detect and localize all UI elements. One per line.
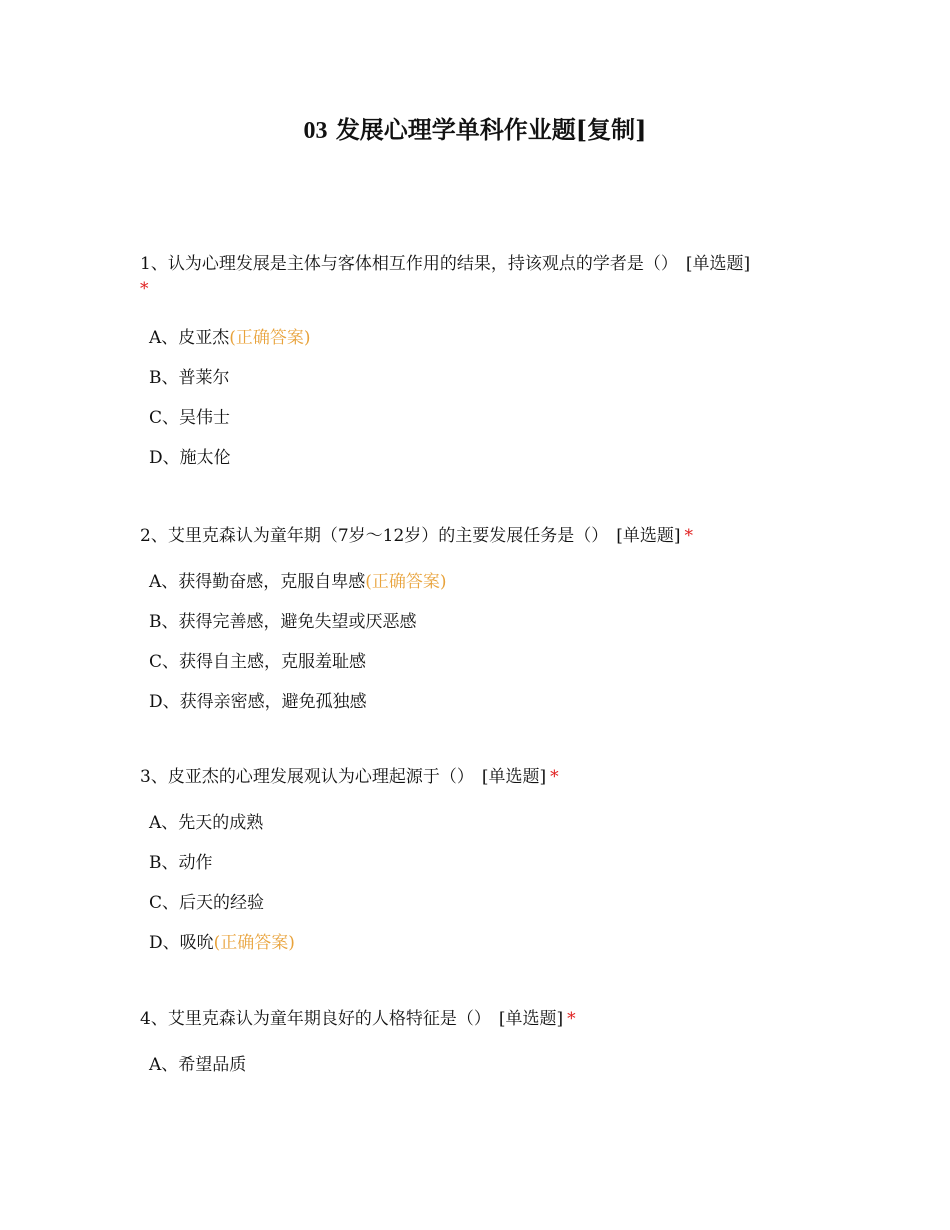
- option-text: A、希望品质: [149, 1055, 247, 1075]
- option-text: D、获得亲密感，避免孤独感: [149, 692, 367, 712]
- correct-answer-label: (正确答案): [365, 572, 447, 592]
- question-stem: [140, 250, 820, 300]
- option-list: [149, 803, 820, 963]
- question-stem: [140, 763, 820, 791]
- option-d[interactable]: [149, 682, 820, 722]
- required-mark: *: [140, 279, 149, 299]
- option-list: [149, 318, 820, 478]
- option-a[interactable]: [149, 318, 820, 358]
- title-text: 发展心理学单科作业题[复制]: [335, 115, 647, 144]
- option-list: [149, 562, 820, 722]
- question-4: [140, 1005, 820, 1085]
- question-text: 3、皮亚杰的心理发展观认为心理起源于（）: [140, 767, 474, 787]
- question-type: [单选题]: [616, 526, 681, 546]
- option-text: D、施太伦: [149, 448, 231, 468]
- question-text: 4、艾里克森认为童年期良好的人格特征是（）: [140, 1009, 491, 1029]
- option-text: A、获得勤奋感，克服自卑感: [149, 572, 366, 592]
- option-a[interactable]: [149, 1045, 820, 1085]
- option-c[interactable]: [149, 398, 820, 438]
- option-c[interactable]: [149, 883, 820, 923]
- option-text: C、后天的经验: [149, 893, 265, 913]
- option-b[interactable]: [149, 358, 820, 398]
- option-d[interactable]: [149, 923, 820, 963]
- required-mark: *: [550, 767, 559, 787]
- title-prefix: 03: [303, 118, 328, 144]
- option-text: B、普莱尔: [149, 368, 230, 388]
- question-3: [140, 763, 820, 963]
- required-mark: *: [567, 1009, 576, 1029]
- page-title: [0, 110, 950, 145]
- option-a[interactable]: [149, 803, 820, 843]
- option-text: B、动作: [149, 853, 213, 873]
- correct-answer-label: (正确答案): [229, 328, 311, 348]
- option-a[interactable]: [149, 562, 820, 602]
- question-stem: [140, 1005, 820, 1033]
- question-text: 2、艾里克森认为童年期（7岁～12岁）的主要发展任务是（）: [140, 526, 609, 546]
- option-text: C、获得自主感，克服羞耻感: [149, 652, 367, 672]
- option-text: B、获得完善感，避免失望或厌恶感: [149, 612, 417, 632]
- question-stem: [140, 522, 820, 550]
- question-2: [140, 522, 820, 722]
- option-b[interactable]: [149, 602, 820, 642]
- option-list: [149, 1045, 820, 1085]
- question-type: [单选题]: [498, 1009, 564, 1029]
- option-text: A、皮亚杰: [149, 328, 230, 348]
- option-c[interactable]: [149, 642, 820, 682]
- option-b[interactable]: [149, 843, 820, 883]
- option-text: D、吸吮: [149, 933, 214, 953]
- required-mark: *: [684, 526, 694, 546]
- option-text: A、先天的成熟: [149, 813, 264, 833]
- question-type: [单选题]: [481, 767, 547, 787]
- question-type: [单选题]: [685, 254, 751, 274]
- correct-answer-label: (正确答案): [213, 933, 295, 953]
- question-1: [140, 250, 820, 478]
- option-d[interactable]: [149, 438, 820, 478]
- question-text: 1、认为心理发展是主体与客体相互作用的结果，持该观点的学者是（）: [140, 254, 678, 274]
- option-text: C、吴伟士: [149, 408, 231, 428]
